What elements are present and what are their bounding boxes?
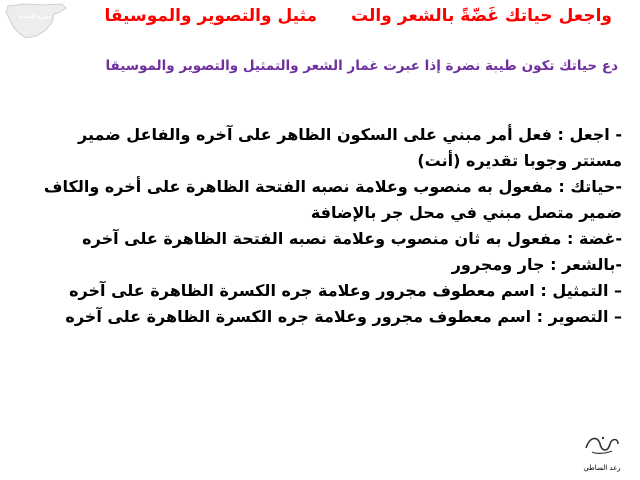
author-signature (576, 432, 628, 478)
analysis-line: ضمير متصل مبني في محل جر بالإضافة (310, 203, 622, 222)
analysis-line: مستتر وجوبا تقديره (أنت) (417, 151, 622, 170)
signature-name: رعد الساطي (583, 464, 621, 472)
title-part-1: واجعل حياتك غَضّةً بالشعر والت (351, 6, 612, 26)
subtitle-paraphrase: دع حياتك تكون طيبة نضرة إذا عبرت غمار الشعر والتمثيل والتصوير والموسيقا (105, 58, 618, 74)
analysis-line: -حياتك : مفعول به منصوب وعلامة نصبه الفتحة الظاهرة على أخره والكاف (43, 177, 622, 196)
title-part-2: مثيل والتصوير والموسيقا (104, 6, 318, 26)
page-title (52, 6, 612, 26)
analysis-line: -غضة : مفعول به ثان منصوب وعلامة نصبه الفتحة الظاهرة على آخره (82, 229, 622, 248)
analysis-line: – التمثيل : اسم معطوف مجرور وعلامة جره الكسرة الظاهرة على آخره (69, 281, 622, 300)
signature-mark-icon (582, 432, 622, 456)
analysis-line: - اجعل : فعل أمر مبني على السكون الظاهر على آخره والفاعل ضمير (78, 125, 622, 144)
analysis-line: -بالشعر : جار ومجرور (451, 255, 622, 274)
grammar-analysis (26, 122, 622, 330)
map-caption: سوريا الحبيبة (18, 14, 52, 20)
analysis-line: – التصوير : اسم معطوف مجرور وعلامة جره الكسرة الظاهرة على آخره (65, 307, 622, 326)
